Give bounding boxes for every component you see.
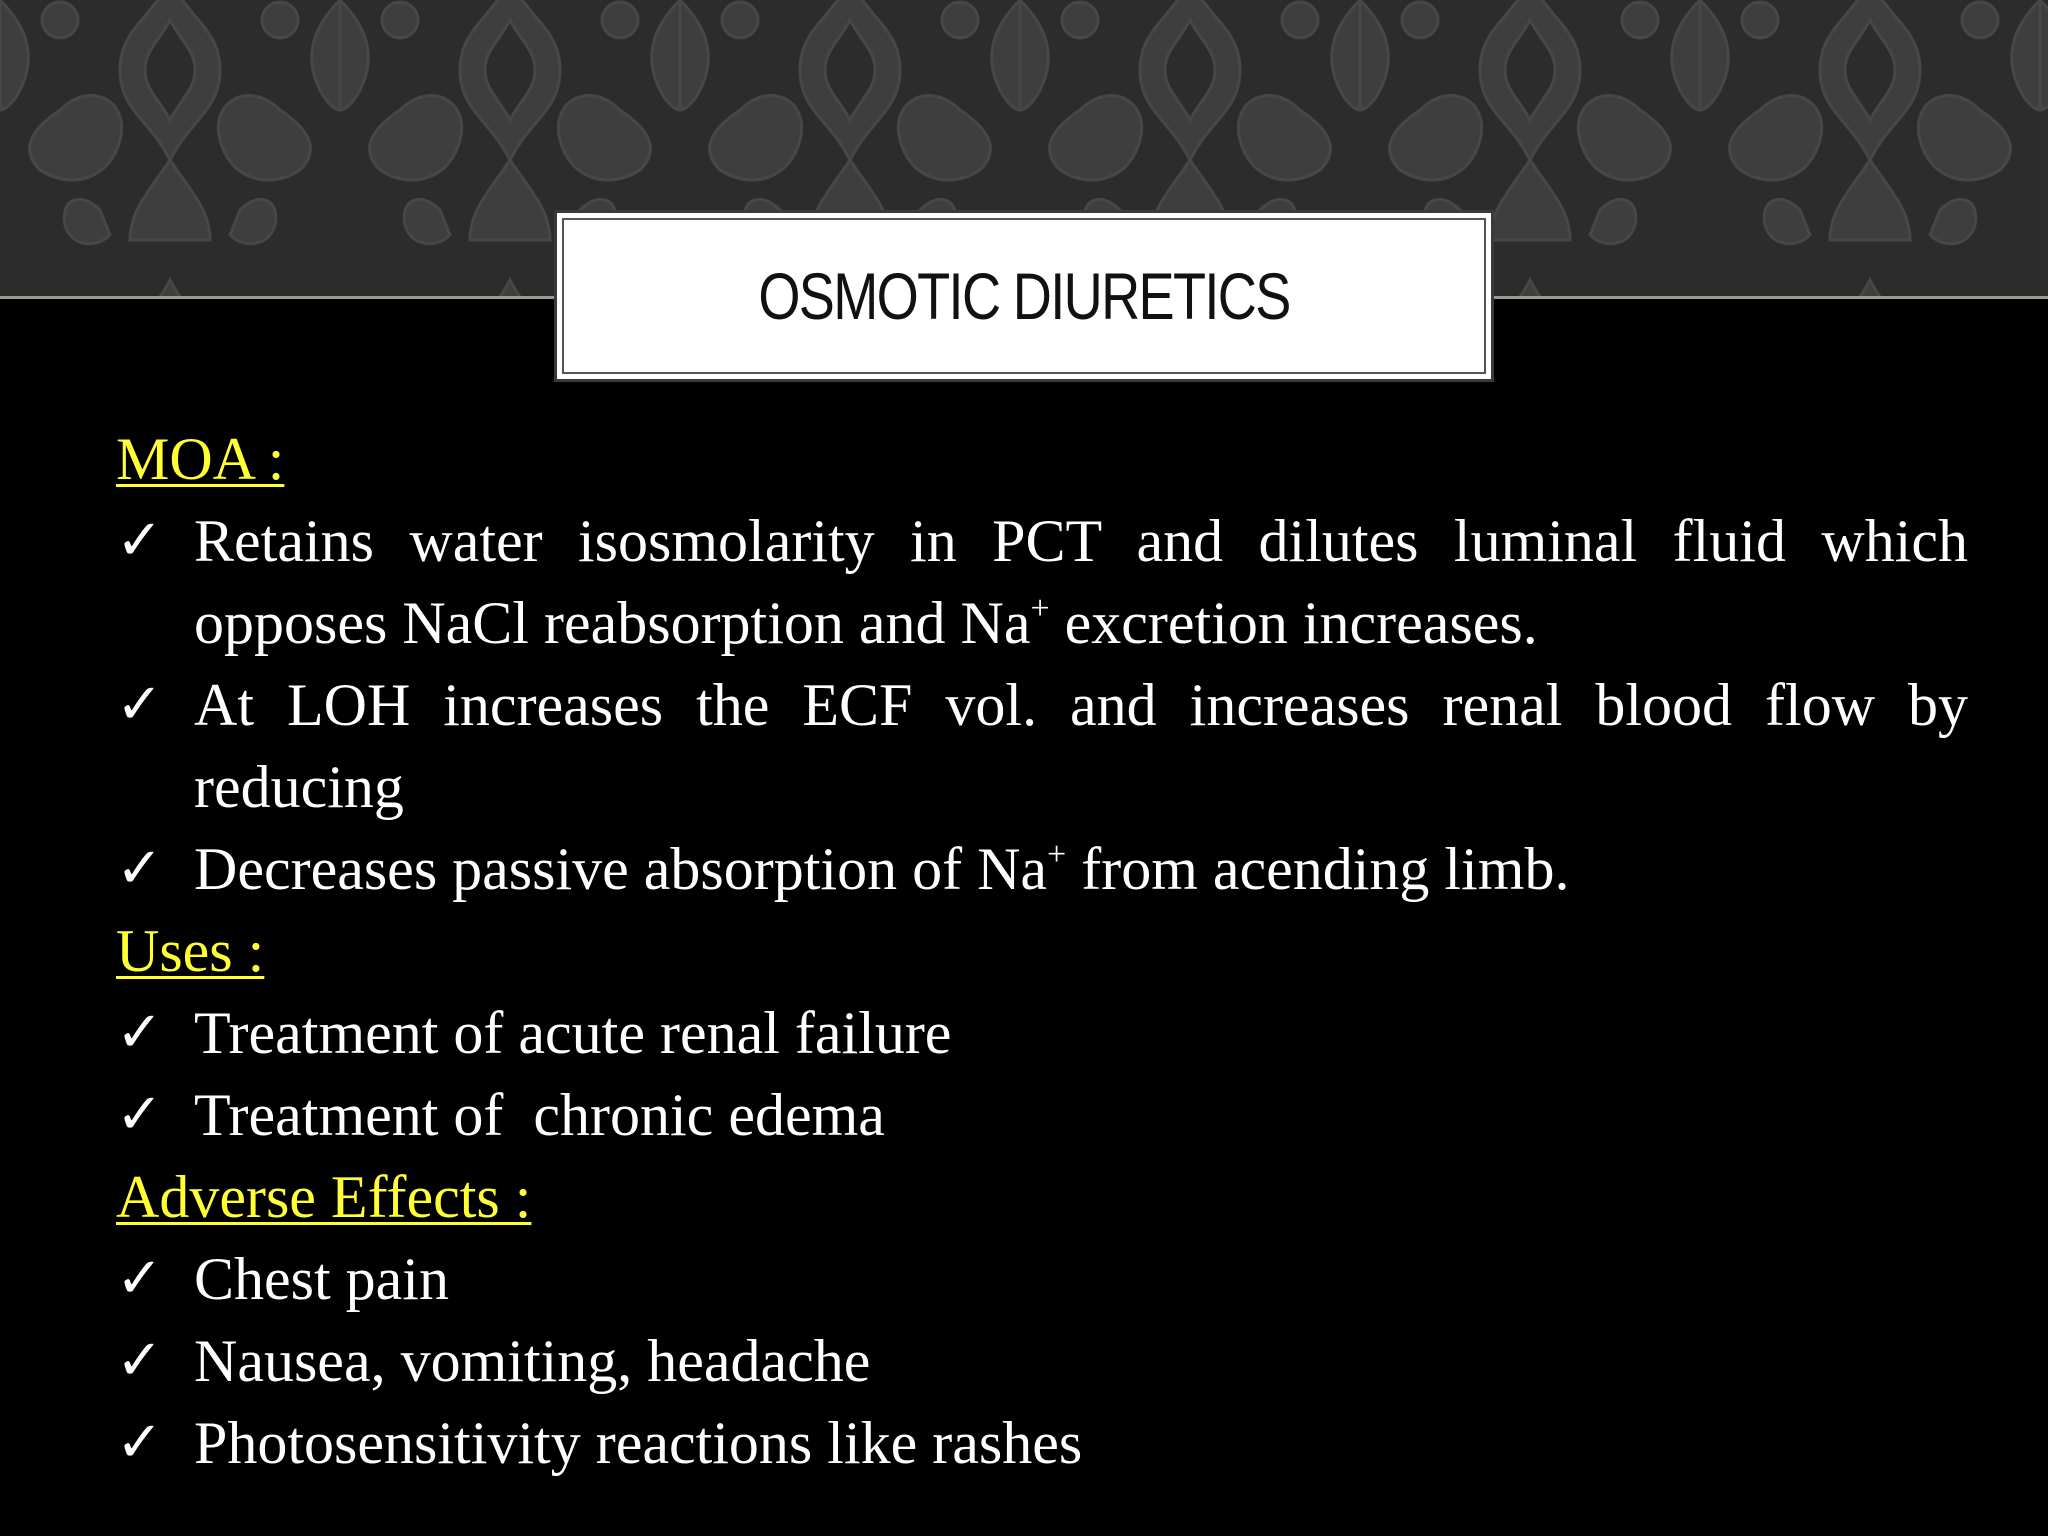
- checkmark-icon: ✓: [116, 1410, 163, 1475]
- section-heading-moa: MOA :: [116, 426, 285, 492]
- checkmark-icon: ✓: [116, 672, 163, 737]
- checkmark-icon: ✓: [116, 1082, 163, 1147]
- list-item-text: Decreases passive absorption of Na+ from acending limb.: [194, 836, 1570, 902]
- checkmark-icon: ✓: [116, 1000, 163, 1065]
- slide-title: OSMOTIC DIURETICS: [758, 259, 1290, 333]
- checkmark-icon: ✓: [116, 1328, 163, 1393]
- title-box-inner-border: [562, 218, 1486, 374]
- list-item: [116, 1402, 1968, 1484]
- list-item-text: Nausea, vomiting, headache: [194, 1328, 871, 1394]
- section-adverse-effects: [116, 1156, 1968, 1484]
- section-heading-adverse-effects: Adverse Effects :: [116, 1164, 532, 1230]
- list-item-text: Treatment of acute renal failure: [194, 1000, 952, 1066]
- list-item: [116, 828, 1968, 910]
- list-item: [116, 1320, 1968, 1402]
- list-item-text: Photosensitivity reactions like rashes: [194, 1410, 1083, 1476]
- list-item: [116, 1238, 1968, 1320]
- list-item-text: At LOH increases the ECF vol. and increases renal blood flow by reducing: [194, 672, 1968, 820]
- checkmark-icon: ✓: [116, 836, 163, 901]
- list-item-text: Treatment of chronic edema: [194, 1082, 885, 1148]
- list-item: [116, 664, 1968, 828]
- title-box: [554, 210, 1494, 382]
- section-moa: [116, 418, 1968, 910]
- list-item: [116, 992, 1968, 1074]
- section-heading-uses: Uses :: [116, 918, 265, 984]
- checkmark-icon: ✓: [116, 508, 163, 573]
- list-item: [116, 500, 1968, 664]
- superscript-plus: +: [1047, 836, 1067, 873]
- checkmark-icon: ✓: [116, 1246, 163, 1311]
- list-item: [116, 1074, 1968, 1156]
- list-item-text: Chest pain: [194, 1246, 449, 1312]
- list-item-text: Retains water isosmolarity in PCT and dilutes luminal fluid which opposes NaCl reabsorption and Na+ excretion increases.: [194, 508, 1968, 656]
- slide-body: [116, 418, 1968, 1484]
- superscript-plus: +: [1030, 590, 1050, 627]
- section-uses: [116, 910, 1968, 1156]
